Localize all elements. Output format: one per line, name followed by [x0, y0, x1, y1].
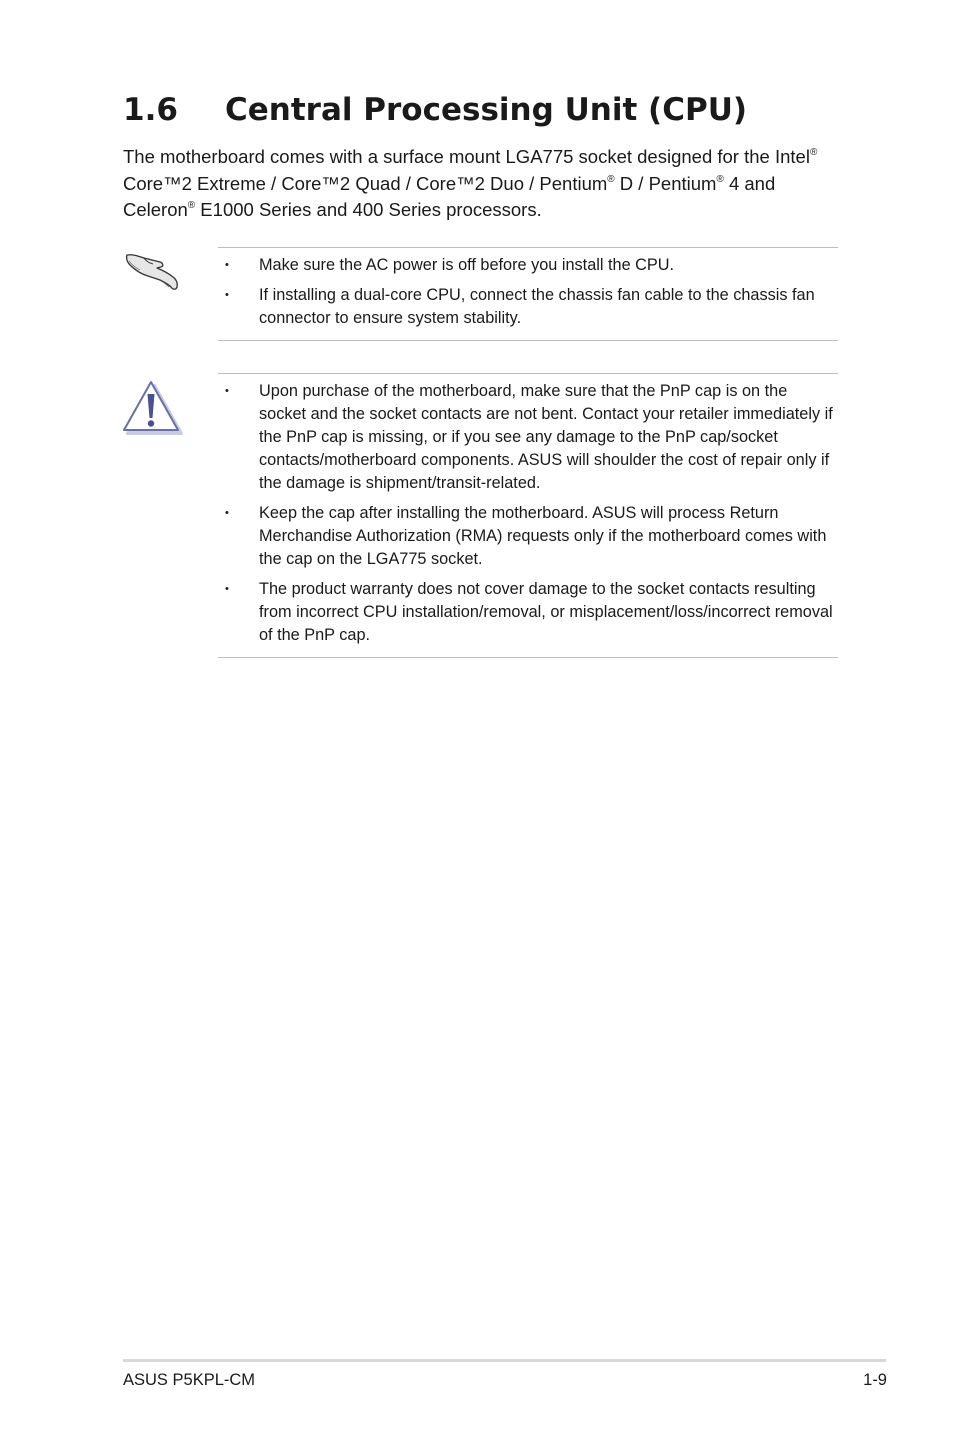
caution-bottom-rule	[218, 657, 838, 658]
registered-mark: ®	[809, 147, 818, 158]
bullet: •	[225, 259, 229, 271]
note-list	[225, 254, 837, 337]
section-heading	[123, 90, 747, 130]
caution-item-text: The product warranty does not cover damage to the socket contacts resulting from incorrect CPU installation/removal, or misplacement/loss/incorrect removal of the PnP cap.	[259, 580, 833, 644]
bullet: •	[225, 385, 229, 397]
footer-product-name: ASUS P5KPL-CM	[123, 1371, 256, 1389]
list-item	[225, 380, 837, 495]
registered-mark: ®	[716, 173, 724, 185]
intro-text-4: 4 and Celeron	[123, 172, 776, 220]
note-hand-icon	[124, 249, 180, 298]
list-item	[225, 578, 837, 647]
section-title: Central Processing Unit (CPU)	[225, 92, 748, 128]
footer-page-number: 1-9	[863, 1371, 887, 1389]
note-item-text: If installing a dual-core CPU, connect the chassis fan cable to the chassis fan connector to ensure system stability.	[259, 286, 815, 327]
bullet: •	[225, 289, 229, 301]
list-item	[225, 254, 837, 277]
caution-item-text: Upon purchase of the motherboard, make sure that the PnP cap is on the socket and the socket contacts are not bent. Contact your retailer immediately if the PnP cap is missing, or if you see any damage to the PnP cap/socket contacts/motherboard components. ASUS will shoulder the cost of repair only if the damage is shipment/transit-related.	[259, 382, 833, 492]
note-item-text: Make sure the AC power is off before you install the CPU.	[259, 256, 675, 274]
intro-text-5: E1000 Series and 400 Series processors.	[195, 199, 542, 220]
section-number: 1.6	[123, 92, 178, 128]
note-top-rule	[218, 247, 838, 248]
intro-text-2: Core™2 Extreme / Core™2 Quad / Core™2 Duo / Pentium	[123, 172, 608, 194]
intro-text-3: D / Pentium	[614, 172, 717, 194]
registered-mark: ®	[607, 173, 615, 185]
caution-item-text: Keep the cap after installing the motherboard. ASUS will process Return Merchandise Authorization (RMA) requests only if the motherboard comes with the cap on the LGA775 socket.	[259, 504, 827, 568]
list-item	[225, 284, 837, 330]
caution-warning-icon	[123, 378, 183, 443]
bullet: •	[225, 507, 229, 519]
intro-paragraph	[123, 144, 838, 224]
footer-rule	[123, 1359, 886, 1362]
intro-text-1: The motherboard comes with a surface mount LGA775 socket designed for the Intel	[123, 146, 810, 167]
bullet: •	[225, 583, 229, 595]
list-item	[225, 502, 837, 571]
note-bottom-rule	[218, 340, 838, 341]
caution-top-rule	[218, 373, 838, 374]
caution-list	[225, 380, 837, 654]
registered-mark: ®	[187, 200, 196, 211]
